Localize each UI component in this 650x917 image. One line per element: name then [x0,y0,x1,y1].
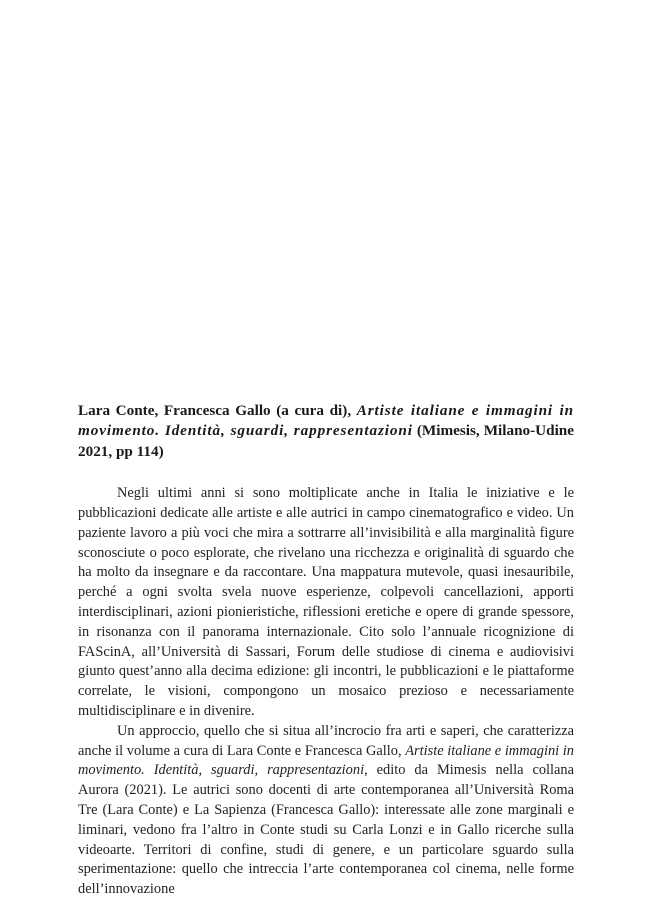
paragraph-2 [78,722,574,900]
review-body [78,484,574,900]
paragraph-1: Negli ultimi anni si sono moltiplicate anche in Italia le iniziative e le pubblicazioni dedicate alle artiste e alle autrici in campo cinematografico e video. Un paziente lavoro a più voci che mira a sottrarre all’invisibilità e alla marginalità figure sconosciute o poco esplorate, che rivelano una ricchezza e originalità di sguardo che ha molto da insegnare e da raccontare. Una mappatura mutevole, quasi inesauribile, perché a ogni svolta svela nuove esperienze, colpevoli cancellazioni, apporti interdisciplinari, azioni pionieristiche, riflessioni eretiche e opere di grande spessore, in risonanza con il panorama internazionale. Cito solo l’annuale ricognizione di FAScinA, all’Università di Sassari, Forum delle studiose di cinema e audiovisivi giunto quest’anno alla decima edizione: gli incontri, le pubblicazioni e le piattaforme correlate, le visioni, compongono un mosaico prezioso e necessariamente multidisciplinare e in divenire. [78,485,574,719]
paragraph-2-continuation: , edito da Mimesis nella collana Aurora (2021). Le autrici sono docenti di arte contemporanea all’Università Roma Tre (Lara Conte) e La Sapienza (Francesca Gallo): interessate alle zone marginali e liminari, vedono fra l’altro in Conte studi su Carla Lonzi e in Gallo ricerche sulla videoarte. Territori di confine, studi di genere, e un particolare sguardo sulla sperimentazione: quello che intreccia l’arte contemporanea col cinema, nelle forme dell’innovazione [78,762,575,898]
review-book-title: Artiste italiane e immagini in movimento. Identità, sguardi, rappresentazioni [78,402,575,440]
paragraph-2-book-title: Artiste italiane e immagini in movimento. Identità, sguardi, rappresentazioni [78,742,574,779]
review-authors: Lara Conte, Francesca Gallo (a cura di), [78,402,352,419]
paragraph-2-intro: Un approccio, quello che si situa all’incrocio fra arti e saperi, che caratterizza anche il volume a cura di Lara Conte e Francesca Gallo, [78,722,574,759]
review-heading [78,401,574,462]
review-publication-info: (Mimesis, Milano-Udine 2021, pp 114) [78,422,574,460]
book-review [78,401,574,900]
